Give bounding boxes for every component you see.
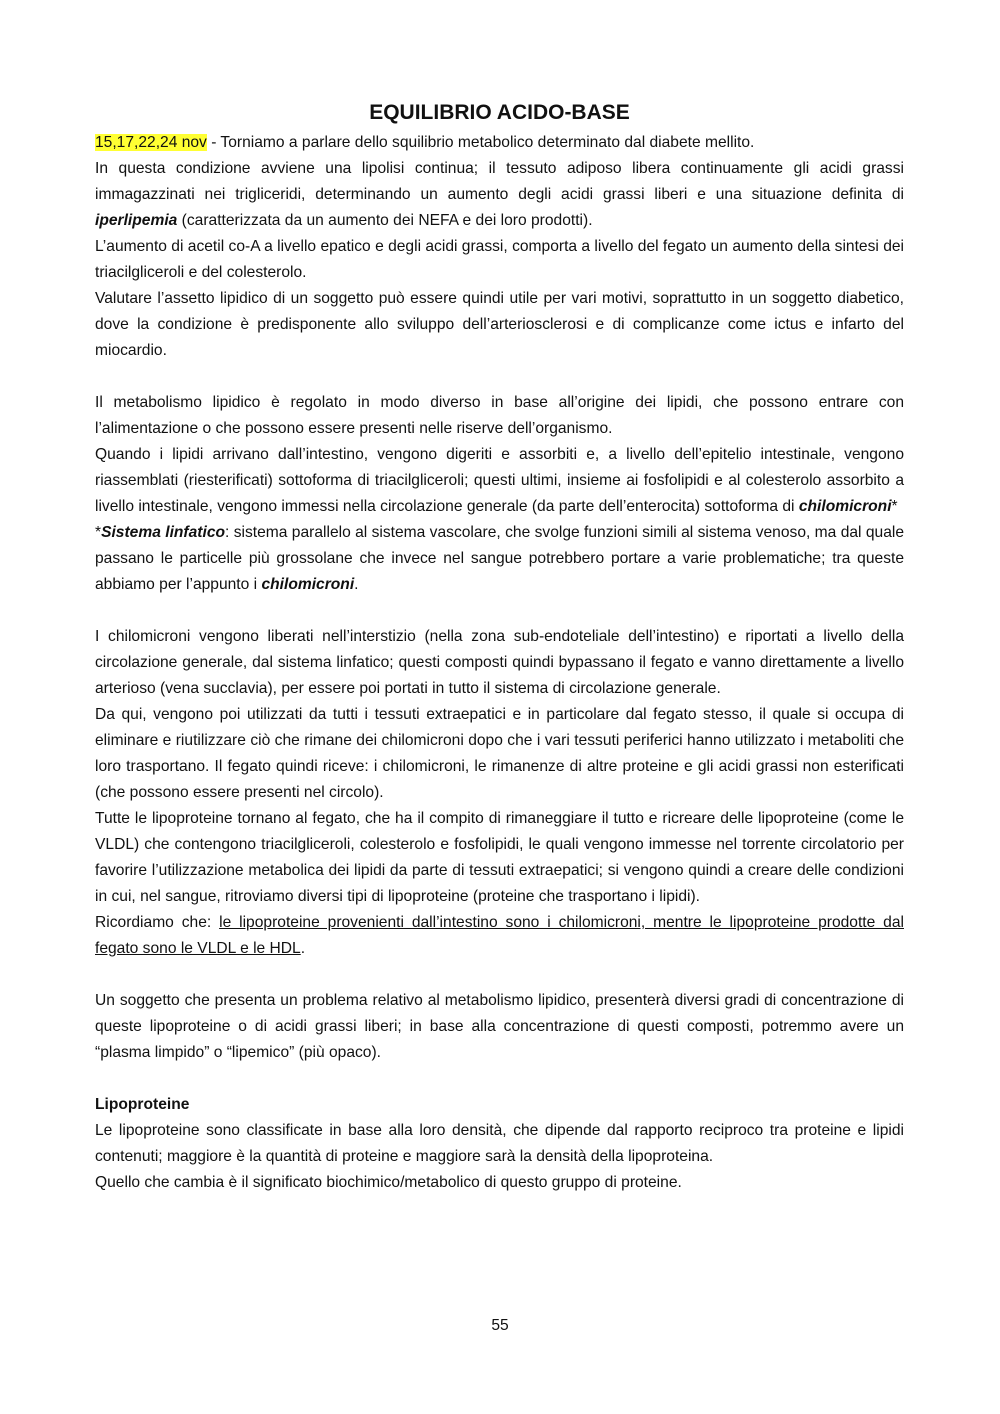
paragraph-intestino: [95, 442, 904, 520]
paragraph-text: In questa condizione avviene una lipolisi continua; il tessuto adiposo libera continuamente gli acidi grassi immagazzinati nei trigliceridi, determinando un aumento degli acidi grassi liberi e una situazione definita di: [95, 160, 904, 203]
paragraph-text: : sistema parallelo al sistema vascolare, che svolge funzioni simili al sistema venoso, ma dal quale passano le particelle più grossolane che invece nel sangue potrebbero portare a varie problematiche; tra queste abbiamo per l’appunto i: [95, 524, 905, 593]
footnote-marker: *: [891, 498, 898, 515]
paragraph-text: Ricordiamo che:: [95, 914, 220, 931]
term-chilomicroni: chilomicroni: [798, 498, 892, 515]
term-chilomicroni: chilomicroni: [261, 576, 355, 593]
spacer: [95, 364, 904, 390]
paragraph-lipolisi: [95, 156, 904, 234]
paragraph-text: (caratterizzata da un aumento dei NEFA e dei loro prodotti).: [177, 212, 593, 229]
document-page: [95, 98, 904, 1196]
date-highlight: 15,17,22,24 nov: [95, 134, 207, 151]
paragraph-significato: Quello che cambia è il significato biochimico/metabolico di questo gruppo di proteine.: [95, 1174, 682, 1191]
spacer: [95, 598, 904, 624]
paragraph-text: .: [354, 576, 359, 593]
underlined-statement: le lipoproteine provenienti dall’intestino sono i chilomicroni, mentre le lipoproteine prodotte dal fegato sono le VLDL e le HDL: [95, 914, 904, 957]
paragraph-lipoproteine-fegato: Tutte le lipoproteine tornano al fegato, che ha il compito di rimaneggiare il tutto e ricreare delle lipoproteine (come le VLDL) che contengono triacilgliceroli, colesterolo e fosfolipidi, le quali vengono immesse nel torrente circolatorio per favorire l’utilizzazione metabolica dei lipidi da parte di tessuti extraepatici; si vengono quindi a creare delle condizioni in cui, nel sangue, ritroviamo diversi tipi di lipoproteine (proteine che trasportano i lipidi).: [95, 810, 904, 905]
paragraph-intro: [95, 130, 904, 156]
section-heading-lipoproteine: Lipoproteine: [95, 1096, 190, 1113]
page-title: EQUILIBRIO ACIDO-BASE: [369, 101, 630, 124]
page-number: 55: [491, 1317, 509, 1334]
paragraph-metabolismo: Il metabolismo lipidico è regolato in modo diverso in base all’origine dei lipidi, che possono entrare con l’alimentazione o che possono essere presenti nelle riserve dell’organismo.: [95, 394, 904, 437]
paragraph-text: Quando i lipidi arrivano dall’intestino, vengono digeriti e assorbiti e, a livello dell’epitelio intestinale, vengono riassemblati (riesterificati) sottoforma di triacilgliceroli; questi ultimi, insieme ai fosfolipidi e al colesterolo assorbito a livello intestinale, vengono immessi nella circolazione generale (da parte dell’enterocita) sottoforma di: [95, 446, 904, 515]
term-sistema-linfatico: Sistema linfatico: [101, 524, 226, 541]
spacer: [95, 1066, 904, 1092]
spacer: [95, 962, 904, 988]
paragraph-intro-text: - Torniamo a parlare dello squilibrio metabolico determinato dal diabete mellito.: [206, 134, 755, 151]
paragraph-sistema-linfatico: [95, 520, 904, 598]
paragraph-soggetto: Un soggetto che presenta un problema relativo al metabolismo lipidico, presenterà diversi gradi di concentrazione di queste lipoproteine o di acidi grassi liberi; in base alla concentrazione di questi composti, potremmo avere un “plasma limpido” o “lipemico” (più opaco).: [95, 992, 904, 1061]
term-iperlipemia: iperlipemia: [95, 212, 178, 229]
paragraph-chilomicroni: I chilomicroni vengono liberati nell’interstizio (nella zona sub-endoteliale dell’intestino) e riportati a livello della circolazione generale, dal sistema linfatico; questi composti quindi bypassano il fegato e vanno direttamente a livello arterioso (vena succlavia), per essere poi portati in tutto il sistema di circolazione generale.: [95, 628, 904, 697]
paragraph-assetto: Valutare l’assetto lipidico di un soggetto può essere quindi utile per vari motivi, soprattutto in un soggetto diabetico, dove la condizione è predisponente allo sviluppo dell’arteriosclerosi e di complicanze come ictus e infarto del miocardio.: [95, 290, 904, 359]
paragraph-text: .: [300, 940, 306, 957]
paragraph-classificazione: Le lipoproteine sono classificate in base alla loro densità, che dipende dal rapporto reciproco tra proteine e lipidi contenuti; maggiore è la quantità di proteine e maggiore sarà la densità della lipoproteina.: [95, 1122, 904, 1165]
paragraph-ricordiamo: [95, 910, 904, 962]
footnote-marker: *: [95, 524, 102, 541]
paragraph-tessuti: Da qui, vengono poi utilizzati da tutti i tessuti extraepatici e in particolare dal fegato stesso, il quale si occupa di eliminare e riutilizzare ciò che rimane dei chilomicroni dopo che i vari tessuti periferici hanno utilizzato i metaboliti che loro trasportano. Il fegato quindi riceve: i chilomicroni, le rimanenze di altre proteine e gli acidi grassi non esterificati (che possono essere presenti nel circolo).: [95, 706, 904, 801]
paragraph-acetil: L’aumento di acetil co-A a livello epatico e degli acidi grassi, comporta a livello del fegato un aumento della sintesi dei triacilgliceroli e del colesterolo.: [95, 238, 904, 281]
